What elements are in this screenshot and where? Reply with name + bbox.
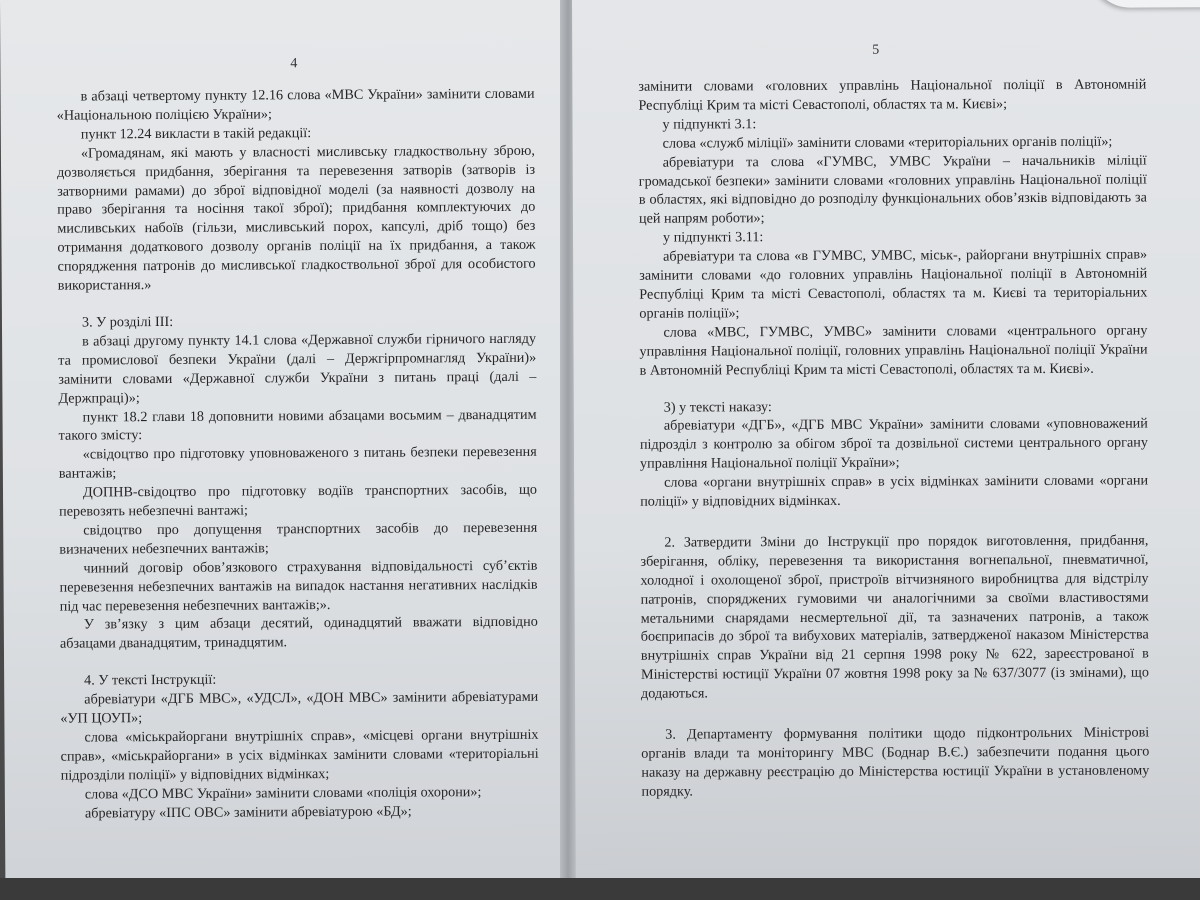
- paragraph: 3) у тексті наказу:: [663, 398, 772, 416]
- paragraph: слова «міськрайоргани внутрішніх справ», «місцеві органи внутрішніх справ», «міськрайоргани» в усіх відмінках замінити словами «територіальні підрозділи поліції» у відповідних відмінках;: [60, 726, 539, 784]
- paragraph-spacer: [640, 509, 1148, 533]
- paragraph: в абзаці другому пункту 14.1 слова «Державної служби гірничого нагляду та промислової безпеки України (далі – Держгірпромнагляд України)» замінити словами «Державної служби України з питань праці (далі – Держпраці)»;: [58, 330, 537, 407]
- paragraph: у підпункті 3.1:: [662, 116, 757, 133]
- document-page-right: [572, 0, 1200, 900]
- document-page-left: [0, 0, 573, 900]
- paragraph: «свідоцтво про підготовку уповноваженого з питань безпеки перевезення вантажів;: [58, 444, 537, 482]
- page-number: 4: [290, 56, 298, 72]
- page-body: [57, 85, 539, 823]
- paragraph: слова «МВС, ГУМВС, УМВС» замінити словами «центрального органу управління Національної поліції, головних управлінь Національної поліції України в Автономній Республіці Крим та місті Севастополі, областях та м. Києві».: [639, 322, 1148, 379]
- paragraph: слова «служб міліції» замінити словами «територіальних органів поліції»;: [662, 133, 1113, 152]
- paragraph: 3. У розділі ІІІ:: [81, 313, 174, 331]
- paragraph: слова «ДСО МВС України» замінити словами «поліція охорони»;: [84, 783, 482, 803]
- paragraph: пункт 12.24 викласти в такій редакції:: [80, 124, 312, 143]
- paragraph: замінити словами «головних управлінь Національної поліції в Автономній Республіці Крим та місті Севастополі, областях та м. Києві»;: [638, 76, 1147, 114]
- paragraph-spacer: [641, 702, 1149, 726]
- paragraph: 3. Департаменту формування політики щодо підконтрольних Міністрові органів влади та моніторингу МВС (Боднар В.Є.) забезпечити подання цього наказу на державну реєстрацію до Міністерства юстиції України в установленому порядку.: [641, 724, 1150, 800]
- paragraph: 4. У тексті Інструкції:: [84, 671, 217, 689]
- page-number: 5: [872, 42, 880, 58]
- paragraph: «Громадянам, які мають у власності мисливську гладкоствольну зброю, дозволяється придбання, зберігання та перевезення затворів (затворів із затворними рамами) до зброї відповідної моделі (за наявності дозволу на право зберігання та носіння такої зброї); придбання комплектуючих до мисливських набоїв (гільзи, мисливський порох, капсулі, дріб тощо) без отримання додаткового дозволу органів поліції на їх придбання, а також спорядження патронів до мисливської гладкоствольної зброї для особистого використання.»: [57, 142, 536, 294]
- page-corner-curl: [1090, 0, 1200, 8]
- paragraph: абревіатуру «ІПС ОВС» замінити абревіатурою «БД»;: [84, 803, 412, 822]
- paragraph: в абзаці четвертому пункту 12.16 слова «МВС України» замінити словами «Національною поліцією України»;: [56, 85, 535, 124]
- paragraph-spacer: [640, 378, 1148, 398]
- paragraph: абревіатури «ДГБ», «ДГБ МВС України» замінити словами «уповноважений підрозділ з контролю за обігом зброї та дозвільної системи центрального органу управління Національної поліції України»;: [639, 415, 1148, 472]
- paragraph: абревіатури та слова «в ГУМВС, УМВС, міськ-, райоргани внутрішніх справ» замінити словами «до головних управлінь Національної поліції в Автономній Республіці Крим та місті Севастополі, областях та м. Києві та територіальних органів поліції»;: [639, 246, 1148, 322]
- paragraph: свідоцтво про допущення транспортних засобів до перевезення визначених небезпечних вантажів;: [59, 519, 538, 558]
- paragraph: абревіатури та слова «ГУМВС, УМВС України – начальників міліції громадської безпеки» замінити словами «головних управлінь Національної поліції в областях, які відповідно до розподілу функціональних обов’язків відповідають за цей напрям роботи»;: [638, 152, 1147, 228]
- desk-edge: [0, 878, 1200, 900]
- paragraph: у підпункті 3.11:: [663, 229, 764, 246]
- paragraph: чинний договір обов’язкового страхування відповідальності суб’єктів перевезення небезпечних вантажів на випадок настання негативних наслідків під час перевезення небезпечних вантажів;».: [59, 557, 538, 615]
- paragraph: 2. Затвердити Зміни до Інструкції про порядок виготовлення, придбання, зберігання, обліку, перевезення та використання вогнепальної, пневматичної, холодної і охолощеної зброї, пристроїв вітчизняного виробництва для відстрілу патронів, споряджених гумовими чи аналогічними за своїми властивостями метальними снарядами несмертельної дії, та зазначених патронів, а також боєприпасів до зброї та вибухових матеріалів, затвердженої наказом Міністерства внутрішніх справ України від 21 серпня 1998 року № 622, зареєстрованої в Міністерстві юстиції України 07 жовтня 1998 року за № 637/3077 (із змінами), що додаються.: [640, 532, 1149, 702]
- paragraph: пункт 18.2 глави 18 доповнити новими абзацами восьмим – дванадцятим такого змісту:: [58, 406, 537, 445]
- page-body: [638, 75, 1149, 801]
- paragraph: ДОПНВ-свідоцтво про підготовку водіїв транспортних засобів, що перевозять небезпечні вантажі;: [59, 481, 538, 520]
- paragraph: абревіатури «ДГБ МВС», «УДСЛ», «ДОН МВС» замінити абревіатурами «УП ЦОУП»;: [60, 688, 539, 727]
- paragraph: слова «органи внутрішніх справ» в усіх відмінках замінити словами «органи поліції» у відповідних відмінках.: [640, 472, 1149, 510]
- paragraph: У зв’язку з цим абзаци десятий, одинадцятий вважати відповідно абзацами дванадцятим, тринадцятим.: [59, 614, 538, 653]
